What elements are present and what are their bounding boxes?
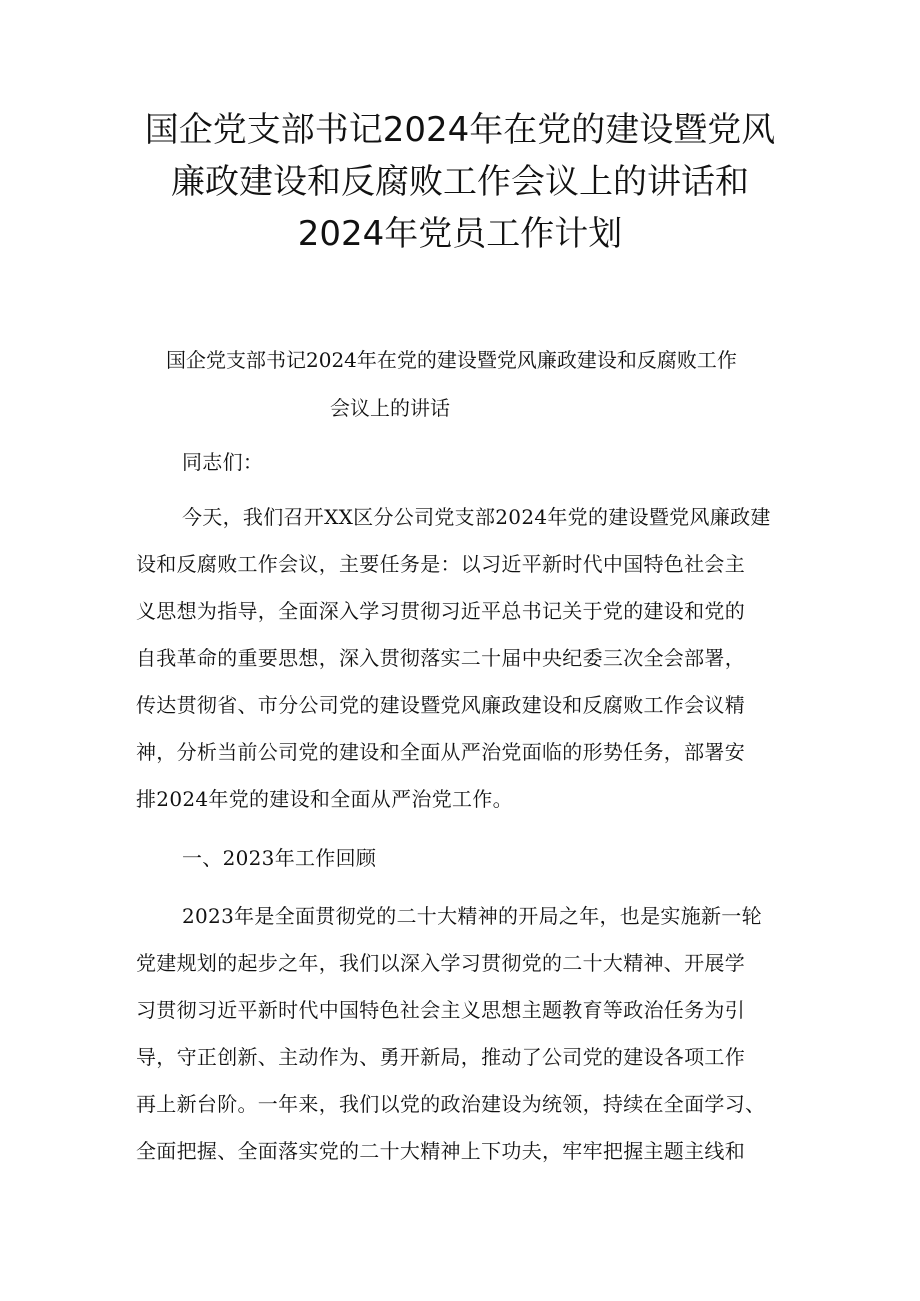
speech-title-line: 会议上的讲话 (330, 396, 450, 420)
paragraph-line: 再上新台阶。一年来，我们以党的政治建设为统领，持续在全面学习、 (136, 1092, 766, 1116)
paragraph-line: 习贯彻习近平新时代中国特色社会主义思想主题教育等政治任务为引 (136, 998, 745, 1022)
paragraph-line: 2023年是全面贯彻党的二十大精神的开局之年，也是实施新一轮 (182, 904, 762, 928)
section-heading: 一、2023年工作回顾 (182, 846, 377, 870)
paragraph-line: 义思想为指导，全面深入学习贯彻习近平总书记关于党的建设和党的 (136, 599, 745, 623)
paragraph-line: 党建规划的起步之年，我们以深入学习贯彻党的二十大精神、开展学 (136, 951, 745, 975)
paragraph-line: 神，分析当前公司党的建设和全面从严治党面临的形势任务，部署安 (136, 740, 745, 764)
paragraph-line: 传达贯彻省、市分公司党的建设暨党风廉政建设和反腐败工作会议精 (136, 693, 745, 717)
paragraph-line: 设和反腐败工作会议，主要任务是：以习近平新时代中国特色社会主 (136, 552, 745, 576)
paragraph-line: 排2024年党的建设和全面从严治党工作。 (136, 787, 513, 811)
paragraph-line: 自我革命的重要思想，深入贯彻落实二十届中央纪委三次全会部署， (136, 646, 745, 670)
salutation: 同志们： (182, 450, 264, 474)
paragraph-line: 今天，我们召开XX区分公司党支部2024年党的建设暨党风廉政建 (182, 505, 771, 529)
speech-title-line: 国企党支部书记2024年在党的建设暨党风廉政建设和反腐败工作 (166, 348, 737, 372)
document-title (130, 104, 790, 260)
speech-title (166, 336, 786, 432)
paragraph-line: 导，守正创新、主动作为、勇开新局，推动了公司党的建设各项工作 (136, 1045, 745, 1069)
title-line: 廉政建设和反腐败工作会议上的讲话和 (171, 162, 749, 202)
title-line: 国企党支部书记2024年在党的建设暨党风 (144, 110, 776, 150)
title-line: 2024年党员工作计划 (297, 214, 623, 254)
paragraph-line: 全面把握、全面落实党的二十大精神上下功夫，牢牢把握主题主线和 (136, 1139, 745, 1163)
